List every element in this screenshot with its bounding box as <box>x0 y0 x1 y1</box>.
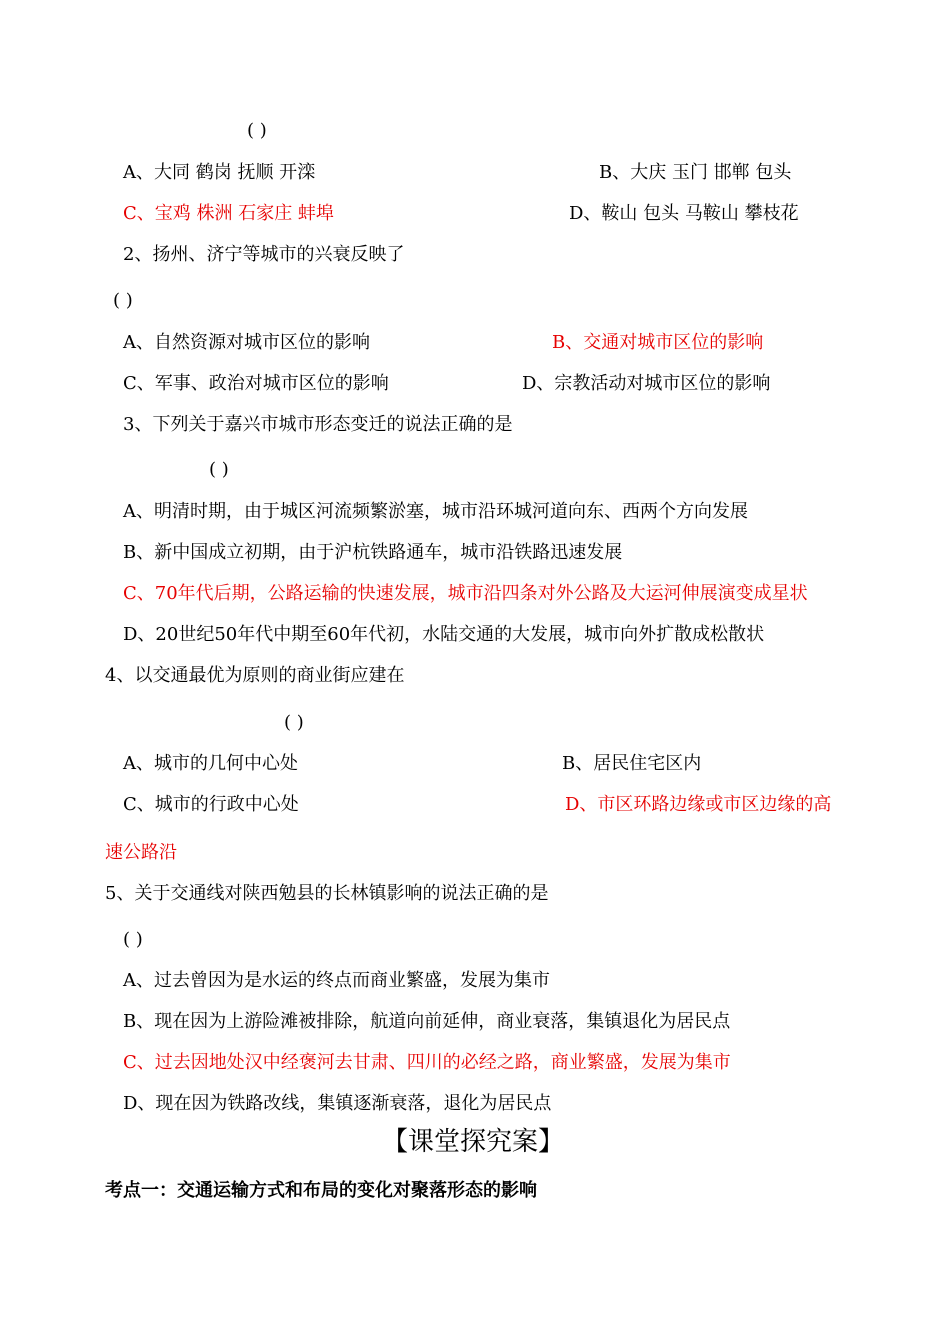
q4-stem: 4、以交通最优为原则的商业街应建在 <box>105 665 405 686</box>
q4-paren: ( ) <box>284 712 304 733</box>
q3-paren: ( ) <box>209 459 229 480</box>
q1-option-a: A、大同 鹤岗 抚顺 开滦 <box>123 162 316 183</box>
q4-option-c: C、城市的行政中心处 <box>123 794 299 815</box>
q1-paren: ( ) <box>247 120 267 141</box>
q3-option-b: B、新中国成立初期，由于沪杭铁路通车，城市沿铁路迅速发展 <box>123 542 623 563</box>
q5-option-b: B、现在因为上游险滩被排除，航道向前延伸，商业衰落，集镇退化为居民点 <box>123 1011 731 1032</box>
q5-paren: ( ) <box>123 929 143 950</box>
q5-option-c-answer: C、过去因地处汉中经褒河去甘肃、四川的必经之路，商业繁盛，发展为集市 <box>123 1052 731 1073</box>
q1-option-d: D、鞍山 包头 马鞍山 攀枝花 <box>569 203 799 224</box>
q1-option-b: B、大庆 玉门 邯郸 包头 <box>599 162 792 183</box>
q5-stem: 5、关于交通线对陕西勉县的长林镇影响的说法正确的是 <box>105 883 549 904</box>
q3-option-a: A、明清时期，由于城区河流频繁淤塞，城市沿环城河道向东、西两个方向发展 <box>123 501 748 522</box>
q5-option-d: D、现在因为铁路改线，集镇逐渐衰落，退化为居民点 <box>123 1093 552 1114</box>
q2-option-a: A、自然资源对城市区位的影响 <box>123 332 370 353</box>
q4-option-a: A、城市的几何中心处 <box>123 753 298 774</box>
q3-option-c-answer: C、70年代后期，公路运输的快速发展，城市沿四条对外公路及大运河伸展演变成星状 <box>123 583 808 604</box>
q2-paren: ( ) <box>113 290 133 311</box>
q4-option-d-answer-cont: 速公路沿 <box>105 842 177 863</box>
q3-option-d: D、20世纪50年代中期至60年代初，水陆交通的大发展，城市向外扩散成松散状 <box>123 624 765 645</box>
q1-option-c-answer: C、宝鸡 株洲 石家庄 蚌埠 <box>123 203 334 224</box>
q4-option-d-answer: D、市区环路边缘或市区边缘的高 <box>565 794 832 815</box>
q2-option-b-answer: B、交通对城市区位的影响 <box>552 332 764 353</box>
kaodian-heading: 考点一：交通运输方式和布局的变化对聚落形态的影响 <box>105 1180 537 1201</box>
q2-stem: 2、扬州、济宁等城市的兴衰反映了 <box>123 244 405 265</box>
q2-option-c: C、军事、政治对城市区位的影响 <box>123 373 389 394</box>
q4-option-b: B、居民住宅区内 <box>562 753 702 774</box>
q2-option-d: D、宗教活动对城市区位的影响 <box>522 373 771 394</box>
q3-stem: 3、下列关于嘉兴市城市形态变迁的说法正确的是 <box>123 414 513 435</box>
q5-option-a: A、过去曾因为是水运的终点而商业繁盛，发展为集市 <box>123 970 550 991</box>
section-title: 【课堂探究案】 <box>382 1127 565 1157</box>
